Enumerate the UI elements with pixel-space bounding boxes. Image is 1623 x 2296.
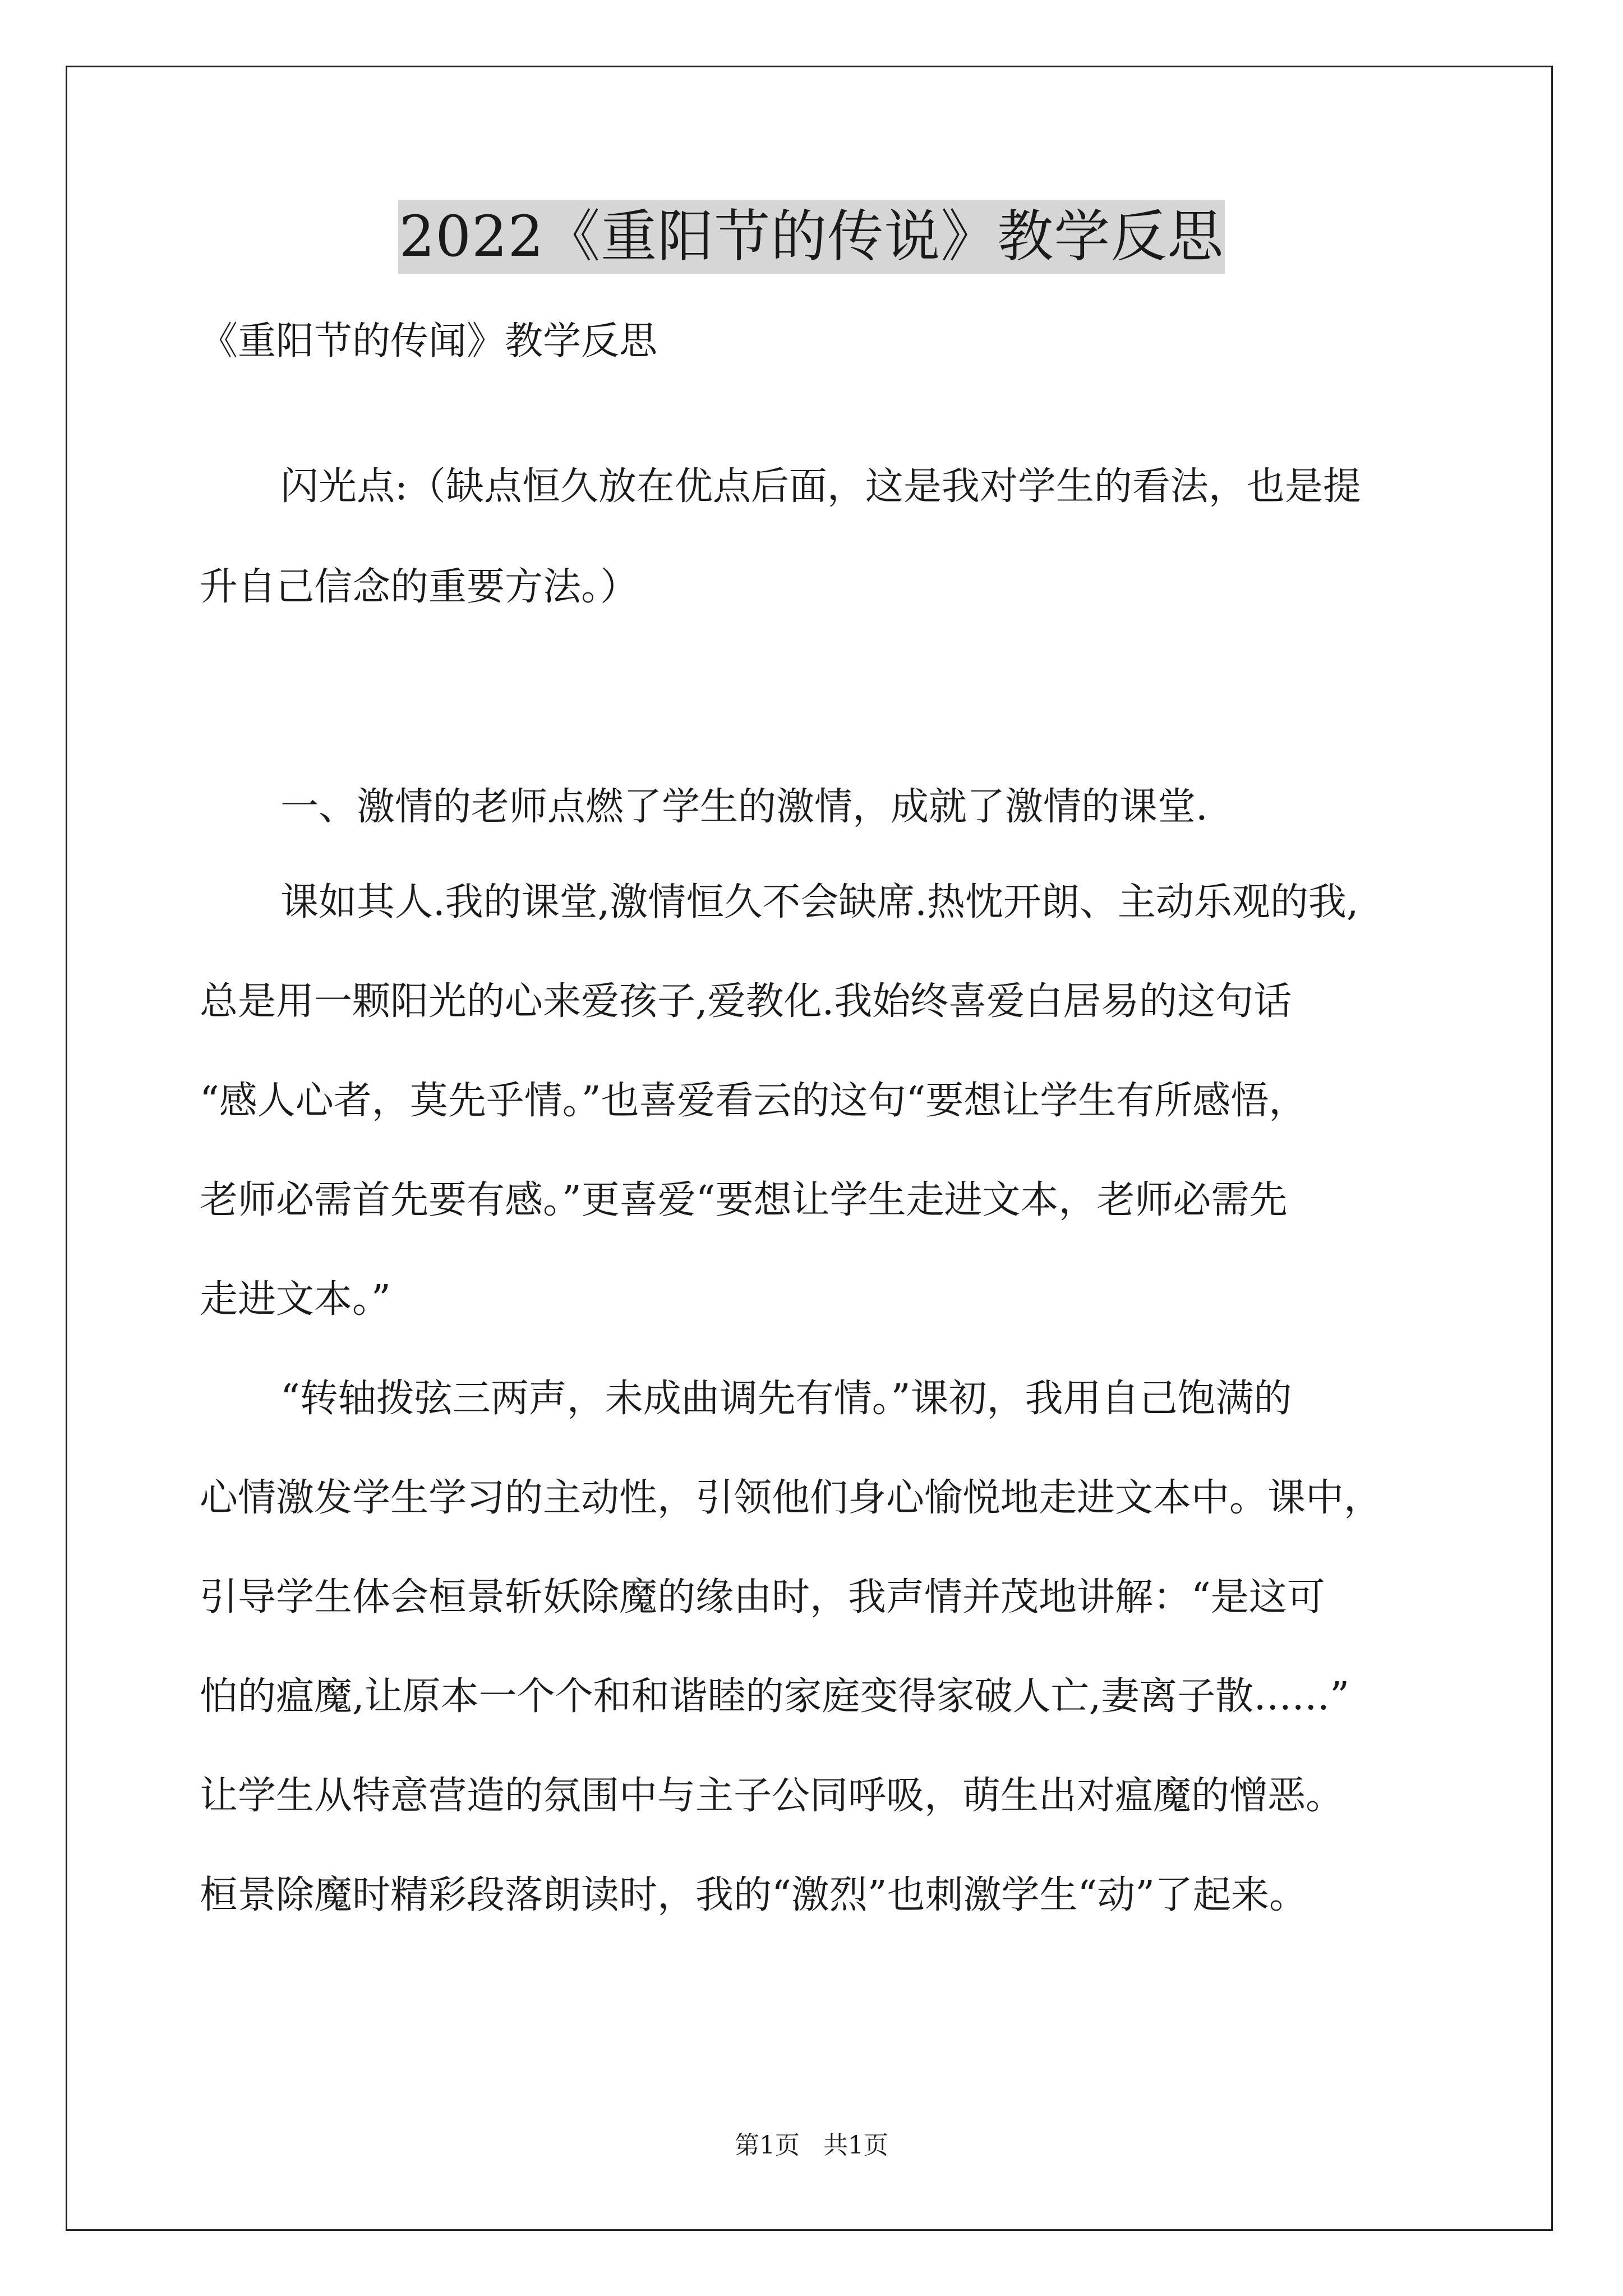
paragraph-line: 老师必需首先要有感。”更喜爱“要想让学生走进文本，老师必需先 — [200, 1178, 1288, 1222]
paragraph-line: 引导学生体会桓景斩妖除魔的缘由时，我声情并茂地讲解：“是这可 — [200, 1575, 1325, 1619]
paragraph-line: 让学生从特意营造的氛围中与主子公同呼吸，萌生出对瘟魔的憎恶。 — [200, 1774, 1344, 1818]
paragraph-line: 升自己信念的重要方法。） — [200, 565, 639, 609]
paragraph-line: 心情激发学生学习的主动性，引领他们身心愉悦地走进文本中。课中， — [200, 1476, 1382, 1520]
paragraph-line: 怕的瘟魔,让原本一个个和和谐睦的家庭变得家破人亡,妻离子散……” — [200, 1674, 1349, 1719]
page-number-current: 第1页 — [735, 2131, 800, 2160]
paragraph-line: 闪光点:（缺点恒久放在优点后面，这是我对学生的看法，也是提 — [280, 464, 1361, 509]
title-container — [0, 200, 1623, 274]
section-heading: 一、激情的老师点燃了学生的激情，成就了激情的课堂. — [280, 785, 1208, 829]
paragraph-line: “转轴拨弦三两声，未成曲调先有情。”课初，我用自己饱满的 — [280, 1377, 1292, 1421]
paragraph-line: 总是用一颗阳光的心来爱孩子,爱教化.我始终喜爱白居易的这句话 — [200, 979, 1292, 1024]
document-title: 2022《重阳节的传说》教学反思 — [398, 200, 1225, 274]
paragraph-line: 桓景除魔时精彩段落朗读时，我的“激烈”也刺激学生“动”了起来。 — [200, 1873, 1308, 1917]
page-footer — [0, 2129, 1623, 2162]
paragraph-line: 走进文本。” — [200, 1277, 391, 1322]
subtitle: 《重阳节的传闻》教学反思 — [200, 319, 658, 364]
paragraph-line: “感人心者，莫先乎情。”也喜爱看云的这句“要想让学生有所感悟， — [200, 1079, 1307, 1123]
page-number-total: 共1页 — [823, 2131, 888, 2160]
paragraph-line: 课如其人.我的课堂,激情恒久不会缺席.热忱开朗、主动乐观的我, — [280, 880, 1359, 924]
